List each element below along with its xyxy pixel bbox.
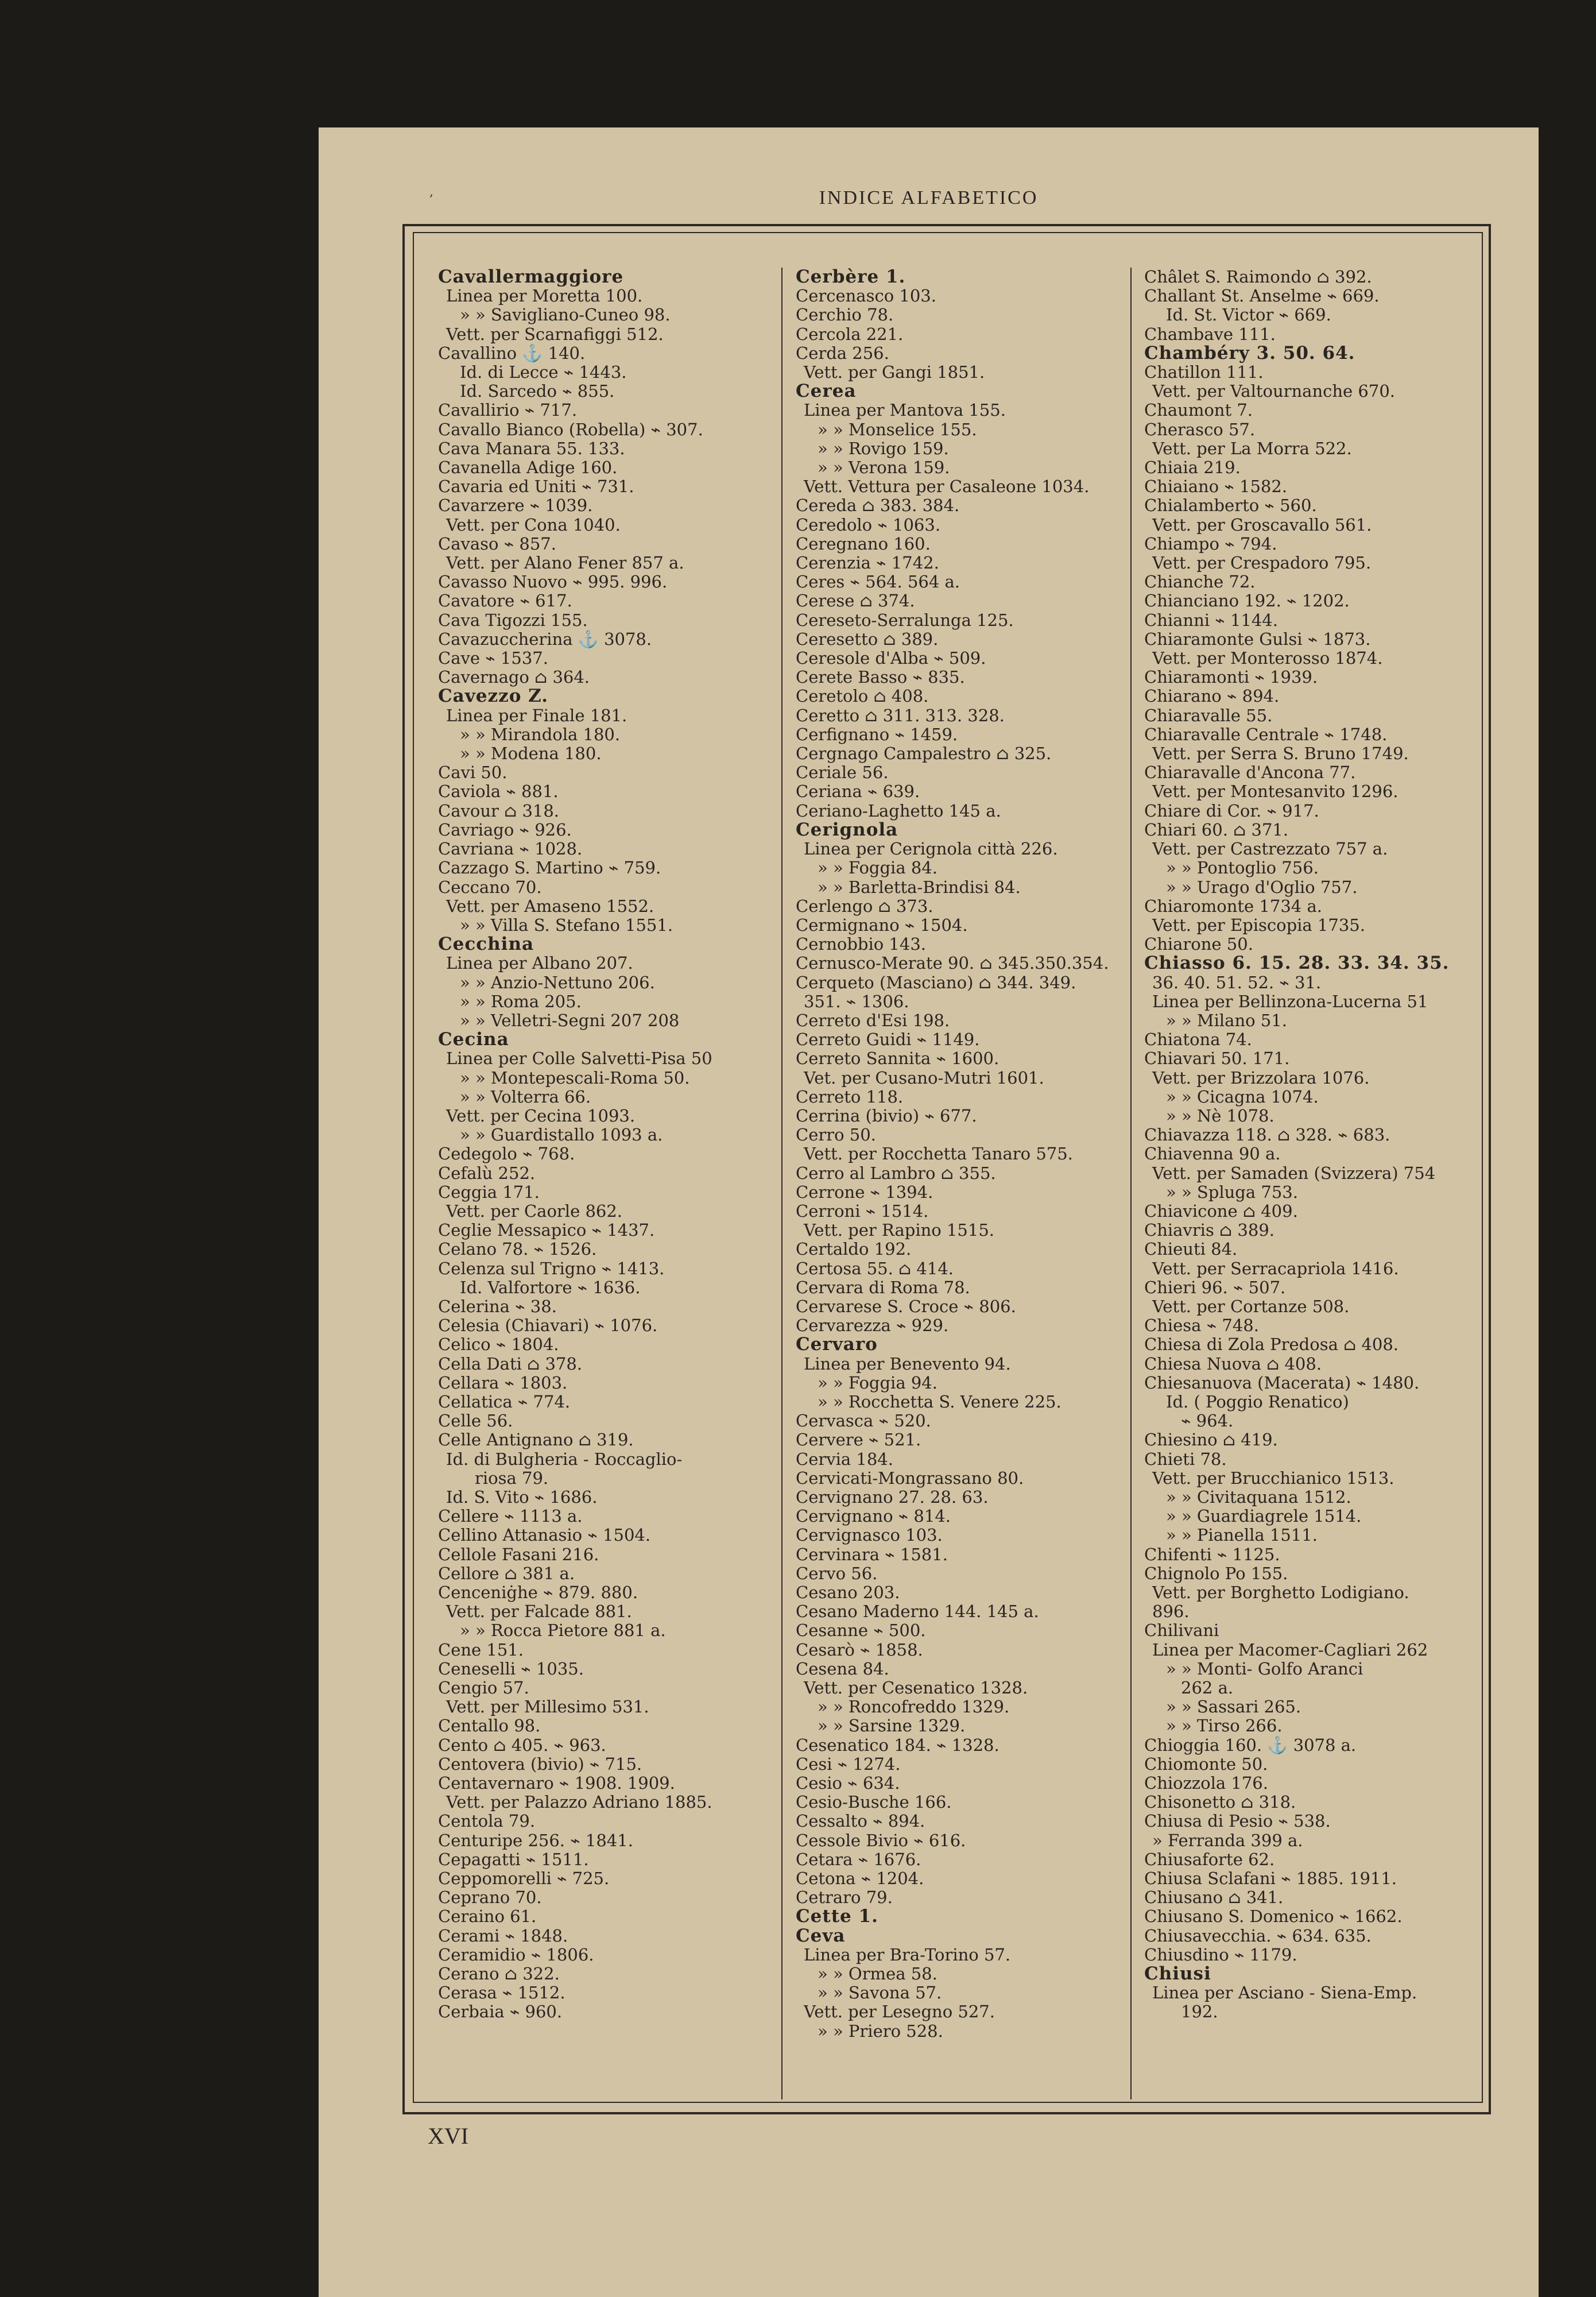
index-entry: Vett. per Rocchetta Tanaro 575. — [804, 1144, 1073, 1164]
index-entry: Vett. per Alano Fener 857 a. — [446, 553, 684, 573]
index-entry: Cesanne ⌁ 500. — [796, 1621, 926, 1641]
index-entry: Linea per Macomer-Cagliari 262 — [1152, 1639, 1428, 1660]
index-entry: Cavaso ⌁ 857. — [438, 533, 556, 554]
index-entry: Ceprano 70. — [438, 1888, 542, 1908]
index-entry: Chiesino ⌂ 419. — [1144, 1430, 1278, 1450]
index-entry: Id. ( Poggio Renatico) — [1166, 1391, 1349, 1412]
index-entry: » » Modena 180. — [460, 744, 602, 764]
index-entry: » » Spluga 753. — [1166, 1182, 1298, 1202]
index-entry: Linea per Moretta 100. — [446, 286, 643, 306]
index-entry: Chiusavecchia. ⌁ 634. 635. — [1144, 1925, 1372, 1946]
index-entry: Chifenti ⌁ 1125. — [1144, 1544, 1280, 1564]
index-heading: Cecchina — [438, 934, 534, 955]
index-entry: Cavernago ⌂ 364. — [438, 667, 590, 687]
index-entry: Cesio-Busche 166. — [796, 1792, 952, 1812]
index-entry: Cetraro 79. — [796, 1888, 893, 1908]
index-entry: Cesenatico 184. ⌁ 1328. — [796, 1735, 1000, 1755]
index-entry: Caviola ⌁ 881. — [438, 782, 559, 802]
index-entry: Vett. per Cesenatico 1328. — [804, 1678, 1028, 1698]
index-entry: Cetara ⌁ 1676. — [796, 1849, 921, 1869]
book-page — [319, 127, 1539, 2297]
index-entry: Cervo 56. — [796, 1563, 878, 1583]
index-entry: Cesano 203. — [796, 1583, 900, 1603]
index-entry: Cerrina (bivio) ⌁ 677. — [796, 1105, 977, 1126]
index-heading: Chiasso 6. 15. 28. 33. 34. 35. — [1144, 953, 1450, 974]
index-entry: Vett. per Amaseno 1552. — [446, 896, 654, 916]
index-entry: Cellara ⌁ 1803. — [438, 1372, 568, 1393]
index-entry: Cavanella Adige 160. — [438, 458, 618, 478]
index-entry: Chiusa di Pesio ⌁ 538. — [1144, 1811, 1331, 1831]
index-entry: Vett. per Borghetto Lodigiano. — [1152, 1583, 1409, 1603]
index-entry: Chiaromonte 1734 a. — [1144, 896, 1322, 916]
index-entry: Cerreto d'Esi 198. — [796, 1010, 950, 1030]
index-entry: Centuripe 256. ⌁ 1841. — [438, 1830, 633, 1850]
index-entry: Chiesa Nuova ⌂ 408. — [1144, 1354, 1322, 1374]
index-entry: Ceretolo ⌂ 408. — [796, 686, 929, 706]
index-entry: » » Civitaquana 1512. — [1166, 1487, 1351, 1507]
index-entry: Cesena 84. — [796, 1658, 889, 1679]
index-entry: Linea per Bra-Torino 57. — [804, 1944, 1011, 1965]
index-entry: Chiesa ⌁ 748. — [1144, 1316, 1259, 1336]
index-entry: Chialamberto ⌁ 560. — [1144, 496, 1317, 516]
index-entry: » » Roncofreddo 1329. — [818, 1697, 1010, 1717]
index-entry: » » Mirandola 180. — [460, 724, 621, 744]
index-entry: Chiavenna 90 a. — [1144, 1144, 1281, 1164]
page-title: INDICE ALFABETICO — [819, 187, 1039, 208]
index-entry: 351. ⌁ 1306. — [804, 991, 909, 1011]
index-entry: Chiavicone ⌂ 409. — [1144, 1201, 1298, 1221]
index-entry: Vett. per Groscavallo 561. — [1152, 515, 1372, 535]
index-entry: Linea per Cerignola città 226. — [804, 839, 1058, 859]
index-entry: Chieti 78. — [1144, 1449, 1227, 1469]
index-entry: » » Montepescali-Roma 50. — [460, 1068, 690, 1088]
index-entry: Cavazuccherina ⚓ 3078. — [438, 629, 652, 649]
index-entry: ⌁ 964. — [1181, 1411, 1234, 1431]
index-entry: » » Pontoglio 756. — [1166, 858, 1319, 878]
page-number: XVI — [428, 2123, 469, 2149]
index-entry: Chieuti 84. — [1144, 1239, 1238, 1259]
index-entry: Cerese ⌂ 374. — [796, 591, 915, 611]
index-entry: Chiaravalle d'Ancona 77. — [1144, 763, 1356, 783]
index-entry: Chilivani — [1144, 1621, 1219, 1641]
index-entry: Cenceniġhe ⌁ 879. 880. — [438, 1583, 638, 1603]
index-entry: Ceggia 171. — [438, 1182, 540, 1202]
index-entry: Vett. per Lesegno 527. — [804, 2002, 995, 2022]
index-entry: Id. Valfortore ⌁ 1636. — [460, 1277, 641, 1297]
index-entry: Certosa 55. ⌂ 414. — [796, 1258, 954, 1278]
index-entry: Ceriano-Laghetto 145 a. — [796, 801, 1001, 821]
index-entry: Cazzago S. Martino ⌁ 759. — [438, 858, 661, 878]
index-entry: Chiusaforte 62. — [1144, 1849, 1275, 1869]
index-entry: Ceredolo ⌁ 1063. — [796, 515, 941, 535]
index-heading: Chambéry 3. 50. 64. — [1144, 342, 1355, 364]
index-entry: » » Rocca Pietore 881 a. — [460, 1621, 666, 1641]
index-entry: Vett. per Cortanze 508. — [1152, 1296, 1350, 1316]
index-entry: Cavasso Nuovo ⌁ 995. 996. — [438, 572, 668, 592]
index-entry: Cerbaia ⌁ 960. — [438, 2002, 563, 2022]
index-entry: Châlet S. Raimondo ⌂ 392. — [1144, 267, 1372, 287]
index-entry: Cerlengo ⌂ 373. — [796, 896, 933, 916]
index-entry: Ceres ⌁ 564. 564 a. — [796, 572, 960, 592]
index-entry: Cervarese S. Croce ⌁ 806. — [796, 1296, 1016, 1316]
index-heading: Cavallermaggiore — [438, 266, 624, 287]
index-entry: Cermignano ⌁ 1504. — [796, 915, 968, 935]
index-entry: Cervarezza ⌁ 929. — [796, 1316, 949, 1336]
index-entry: Cava Manara 55. 133. — [438, 438, 625, 458]
index-entry: Vett. per Gangi 1851. — [804, 362, 985, 382]
index-entry: Linea per Finale 181. — [446, 705, 627, 725]
index-entry: Vett. per Caorle 862. — [446, 1201, 623, 1221]
index-entry: » » Rovigo 159. — [818, 438, 949, 458]
index-entry: Chiampo ⌁ 794. — [1144, 533, 1277, 554]
index-entry: Cavour ⌂ 318. — [438, 801, 560, 821]
index-entry: Cereseto-Serralunga 125. — [796, 610, 1014, 630]
index-entry: Cerreto 118. — [796, 1086, 904, 1107]
index-entry: » » Monti- Golfo Aranci — [1166, 1658, 1363, 1679]
index-entry: Centovera (bivio) ⌁ 715. — [438, 1754, 642, 1774]
index-entry: riosa 79. — [475, 1468, 549, 1488]
index-heading: Cecina — [438, 1029, 509, 1050]
index-entry: 36. 40. 51. 52. ⌁ 31. — [1152, 972, 1322, 992]
index-entry: Centallo 98. — [438, 1716, 541, 1736]
index-entry: Cengio 57. — [438, 1678, 529, 1698]
index-entry: Cellatica ⌁ 774. — [438, 1391, 571, 1412]
index-entry: Chianciano 192. ⌁ 1202. — [1144, 591, 1350, 611]
index-entry: » Ferranda 399 a. — [1152, 1830, 1303, 1850]
index-entry: Cavriago ⌁ 926. — [438, 819, 572, 840]
index-entry: Vett. per Monterosso 1874. — [1152, 648, 1383, 668]
index-entry: Cavallino ⚓ 140. — [438, 343, 586, 363]
index-entry: Linea per Albano 207. — [446, 953, 633, 973]
index-column-3 — [1144, 268, 1449, 2022]
index-entry: Cerchio 78. — [796, 305, 894, 325]
index-entry: Cessalto ⌁ 894. — [796, 1811, 925, 1831]
index-entry: Vett. per Samaden (Svizzera) 754 — [1152, 1163, 1436, 1183]
index-entry: » » Guardiagrele 1514. — [1166, 1506, 1362, 1526]
index-entry: Cerqueto (Masciano) ⌂ 344. 349. — [796, 972, 1076, 992]
index-entry: » » Verona 159. — [818, 458, 950, 478]
index-entry: Cavallo Bianco (Robella) ⌁ 307. — [438, 419, 703, 439]
index-entry: Cerenzia ⌁ 1742. — [796, 553, 939, 573]
index-entry: Chiavris ⌂ 389. — [1144, 1220, 1275, 1240]
index-entry: Vett. Vettura per Casaleone 1034. — [804, 477, 1090, 497]
index-entry: » » Barletta-Brindisi 84. — [818, 877, 1021, 897]
index-entry: Chiare di Cor. ⌁ 917. — [1144, 801, 1319, 821]
index-entry: Cellere ⌁ 1113 a. — [438, 1506, 583, 1526]
index-entry: Linea per Colle Salvetti-Pisa 50 — [446, 1049, 712, 1069]
index-entry: Cercenasco 103. — [796, 286, 936, 306]
index-entry: » » Rocchetta S. Venere 225. — [818, 1391, 1062, 1412]
index-entry: » » Sassari 265. — [1166, 1697, 1301, 1717]
index-entry: Celano 78. ⌁ 1526. — [438, 1239, 597, 1259]
index-entry: Cervinara ⌁ 1581. — [796, 1544, 948, 1564]
index-entry: Vett. per Falcade 881. — [446, 1602, 632, 1622]
index-entry: Chatillon 111. — [1144, 362, 1264, 382]
column-divider — [1130, 268, 1132, 2099]
index-entry: Id. S. Vito ⌁ 1686. — [446, 1487, 598, 1507]
index-entry: Cerasa ⌁ 1512. — [438, 1983, 565, 2003]
index-entry: Vett. per Castrezzato 757 a. — [1152, 839, 1388, 859]
index-entry: Vett. per La Morra 522. — [1152, 438, 1352, 458]
index-entry: Chiusano ⌂ 341. — [1144, 1888, 1284, 1908]
index-entry: Linea per Bellinzona-Lucerna 51 — [1152, 991, 1428, 1011]
index-entry: Cernobbio 143. — [796, 934, 927, 954]
index-entry: Cefalù 252. — [438, 1163, 536, 1183]
index-entry: Vett. per Cona 1040. — [446, 515, 621, 535]
index-entry: Cave ⌁ 1537. — [438, 648, 548, 668]
index-entry: Ceccano 70. — [438, 877, 542, 897]
index-entry: Cellore ⌂ 381 a. — [438, 1563, 575, 1583]
index-entry: Chiaramonti ⌁ 1939. — [1144, 667, 1318, 687]
index-entry: Cerro 50. — [796, 1125, 876, 1145]
index-entry: Cervere ⌁ 521. — [796, 1430, 921, 1450]
index-entry: Vett. per Valtournanche 670. — [1152, 381, 1396, 401]
index-entry: Chiari 60. ⌂ 371. — [1144, 819, 1289, 840]
index-entry: Centavernaro ⌁ 1908. 1909. — [438, 1773, 675, 1793]
index-heading: Cerignola — [796, 819, 898, 840]
index-entry: Cesarò ⌁ 1858. — [796, 1639, 923, 1660]
index-entry: Celle 56. — [438, 1411, 513, 1431]
index-entry: Chioggia 160. ⚓ 3078 a. — [1144, 1735, 1357, 1755]
index-entry: Chiusano S. Domenico ⌁ 1662. — [1144, 1907, 1403, 1927]
index-entry: Cavallirio ⌁ 717. — [438, 400, 578, 420]
index-entry: Celle Antignano ⌂ 319. — [438, 1430, 634, 1450]
index-column-1 — [438, 268, 712, 2022]
index-entry: Vett. per Serracapriola 1416. — [1152, 1258, 1399, 1278]
index-entry: Ceresetto ⌂ 389. — [796, 629, 939, 649]
index-entry: Cessole Bivio ⌁ 616. — [796, 1830, 966, 1850]
index-entry: Cedegolo ⌁ 768. — [438, 1144, 575, 1164]
index-entry: » » Roma 205. — [460, 991, 582, 1011]
index-entry: Ceretto ⌂ 311. 313. 328. — [796, 705, 1005, 725]
index-entry: Chiesanuova (Macerata) ⌁ 1480. — [1144, 1372, 1420, 1393]
index-column-2 — [796, 268, 1109, 2041]
index-entry: Chaumont 7. — [1144, 400, 1253, 420]
index-entry: » » Pianella 1511. — [1166, 1525, 1318, 1545]
index-entry: Chiaravalle Centrale ⌁ 1748. — [1144, 724, 1388, 744]
index-entry: Chisonetto ⌂ 318. — [1144, 1792, 1296, 1812]
index-entry: Vett. per Rapino 1515. — [804, 1220, 994, 1240]
index-entry: Vett. per Palazzo Adriano 1885. — [446, 1792, 712, 1812]
index-entry: Linea per Benevento 94. — [804, 1354, 1011, 1374]
index-entry: » » Monselice 155. — [818, 419, 977, 439]
index-entry: Cavatore ⌁ 617. — [438, 591, 572, 611]
index-entry: Cento ⌂ 405. ⌁ 963. — [438, 1735, 606, 1755]
index-entry: Cavriana ⌁ 1028. — [438, 839, 583, 859]
index-entry: Chiaramonte Gulsi ⌁ 1873. — [1144, 629, 1371, 649]
index-entry: Chianni ⌁ 1144. — [1144, 610, 1278, 630]
index-entry: Cervia 184. — [796, 1449, 893, 1469]
index-entry: Linea per Mantova 155. — [804, 400, 1006, 420]
index-entry: » » Foggia 84. — [818, 858, 938, 878]
index-entry: Cerreto Sannita ⌁ 1600. — [796, 1049, 1000, 1069]
index-entry: Ceraino 61. — [438, 1907, 537, 1927]
index-entry: Chiaia 219. — [1144, 458, 1241, 478]
index-entry: 262 a. — [1181, 1678, 1234, 1698]
index-entry: Vett. per Episcopia 1735. — [1152, 915, 1365, 935]
index-entry: Ceglie Messapico ⌁ 1437. — [438, 1220, 655, 1240]
index-entry: » » Villa S. Stefano 1551. — [460, 915, 673, 935]
index-entry: Cergnago Campalestro ⌂ 325. — [796, 744, 1052, 764]
index-entry: Challant St. Anselme ⌁ 669. — [1144, 286, 1380, 306]
index-entry: Cernusco-Merate 90. ⌂ 345.350.354. — [796, 953, 1109, 973]
index-entry: Ceregnano 160. — [796, 533, 931, 554]
index-entry: Chiarone 50. — [1144, 934, 1253, 954]
index-entry: Cerrone ⌁ 1394. — [796, 1182, 933, 1202]
index-entry: Ceresole d'Alba ⌁ 509. — [796, 648, 986, 668]
margin-mark: , — [429, 185, 433, 199]
index-heading: Chiusi — [1144, 1963, 1211, 1985]
index-entry: Celenza sul Trigno ⌁ 1413. — [438, 1258, 665, 1278]
index-entry: Cervara di Roma 78. — [796, 1277, 970, 1297]
index-entry: Chiusdino ⌁ 1179. — [1144, 1944, 1297, 1965]
index-heading: Cavezzo Z. — [438, 686, 549, 707]
index-heading: Cerbère 1. — [796, 266, 906, 287]
index-entry: Ceramidio ⌁ 1806. — [438, 1944, 594, 1965]
index-entry: » » Savona 57. — [818, 1983, 942, 2003]
index-entry: Cerami ⌁ 1848. — [438, 1925, 568, 1946]
index-entry: » » Milano 51. — [1166, 1010, 1287, 1030]
index-entry: Vett. per Millesimo 531. — [446, 1697, 649, 1717]
index-entry: » » Tirso 266. — [1166, 1716, 1283, 1736]
index-entry: Vett. per Brucchianico 1513. — [1152, 1468, 1394, 1488]
index-entry: Cellole Fasani 216. — [438, 1544, 599, 1564]
index-entry: Cervicati-Mongrassano 80. — [796, 1468, 1024, 1488]
index-entry: Chiatona 74. — [1144, 1030, 1252, 1050]
index-entry: Cerda 256. — [796, 343, 889, 363]
index-entry: Id. St. Victor ⌁ 669. — [1166, 305, 1331, 325]
index-entry: Vett. per Cecina 1093. — [446, 1105, 636, 1126]
index-entry: Vett. per Scarnafiggi 512. — [446, 324, 664, 344]
index-entry: » » Ormea 58. — [818, 1964, 938, 1984]
index-entry: Chiomonte 50. — [1144, 1754, 1268, 1774]
index-entry: Id. di Bulgheria - Roccaglio- — [446, 1449, 683, 1469]
index-entry: » » Guardistallo 1093 a. — [460, 1125, 663, 1145]
index-entry: 192. — [1181, 2002, 1218, 2022]
index-entry: Chianche 72. — [1144, 572, 1256, 592]
index-entry: Cellino Attanasio ⌁ 1504. — [438, 1525, 651, 1545]
index-entry: » » Priero 528. — [818, 2021, 943, 2041]
index-entry: Cesano Maderno 144. 145 a. — [796, 1602, 1039, 1622]
index-entry: Id. Sarcedo ⌁ 855. — [460, 381, 615, 401]
index-entry: Cerroni ⌁ 1514. — [796, 1201, 929, 1221]
index-entry: » » Velletri-Segni 207 208 — [460, 1010, 680, 1030]
index-entry: Chambave 111. — [1144, 324, 1276, 344]
index-entry: Linea per Asciano - Siena-Emp. — [1152, 1983, 1417, 2003]
index-entry: Cella Dati ⌂ 378. — [438, 1354, 583, 1374]
index-entry: Ceriale 56. — [796, 763, 889, 783]
index-entry: Cepagatti ⌁ 1511. — [438, 1849, 589, 1869]
index-entry: Chiozzola 176. — [1144, 1773, 1268, 1793]
index-entry: Celesia (Chiavari) ⌁ 1076. — [438, 1316, 658, 1336]
index-entry: Cervasca ⌁ 520. — [796, 1411, 931, 1431]
index-entry: Cene 151. — [438, 1639, 524, 1660]
index-entry: » » Sarsine 1329. — [818, 1716, 966, 1736]
index-entry: Cereda ⌂ 383. 384. — [796, 496, 960, 516]
index-entry: » » Anzio-Nettuno 206. — [460, 972, 655, 992]
index-entry: Cerro al Lambro ⌂ 355. — [796, 1163, 996, 1183]
index-entry: Cervignasco 103. — [796, 1525, 943, 1545]
index-entry: Cherasco 57. — [1144, 419, 1256, 439]
index-entry: Chiaiano ⌁ 1582. — [1144, 477, 1288, 497]
index-entry: Centola 79. — [438, 1811, 536, 1831]
index-entry: » » Volterra 66. — [460, 1086, 591, 1107]
index-entry: Ceneselli ⌁ 1035. — [438, 1658, 584, 1679]
index-heading: Cervaro — [796, 1334, 878, 1355]
index-entry: » » Cicagna 1074. — [1166, 1086, 1319, 1107]
index-entry: Cerfignano ⌁ 1459. — [796, 724, 958, 744]
index-entry: Cetona ⌁ 1204. — [796, 1869, 924, 1889]
index-entry: Cerano ⌂ 322. — [438, 1964, 560, 1984]
index-entry: » » Foggia 94. — [818, 1372, 938, 1393]
index-entry: Vett. per Serra S. Bruno 1749. — [1152, 744, 1409, 764]
index-entry: Vett. per Brizzolara 1076. — [1152, 1068, 1370, 1088]
index-entry: Vet. per Cusano-Mutri 1601. — [804, 1068, 1044, 1088]
index-entry: Cerreto Guidi ⌁ 1149. — [796, 1030, 980, 1050]
index-entry: Chieri 96. ⌁ 507. — [1144, 1277, 1286, 1297]
index-entry: Cavi 50. — [438, 763, 508, 783]
index-entry: Chignolo Po 155. — [1144, 1563, 1288, 1583]
index-entry: Chiavazza 118. ⌂ 328. ⌁ 683. — [1144, 1125, 1390, 1145]
index-entry: Cavarzere ⌁ 1039. — [438, 496, 593, 516]
index-entry: 896. — [1152, 1602, 1190, 1622]
index-entry: Cavaria ed Uniti ⌁ 731. — [438, 477, 634, 497]
index-entry: Certaldo 192. — [796, 1239, 912, 1259]
index-entry: Vett. per Montesanvito 1296. — [1152, 782, 1399, 802]
index-entry: Chiarano ⌁ 894. — [1144, 686, 1280, 706]
index-heading: Ceva — [796, 1925, 846, 1946]
index-entry: » » Urago d'Oglio 757. — [1166, 877, 1358, 897]
index-entry: Chiesa di Zola Predosa ⌂ 408. — [1144, 1335, 1399, 1355]
index-heading: Cette 1. — [796, 1906, 878, 1927]
column-divider — [781, 268, 782, 2099]
index-entry: Cesi ⌁ 1274. — [796, 1754, 901, 1774]
index-entry: Celico ⌁ 1804. — [438, 1335, 559, 1355]
index-entry: Cesio ⌁ 634. — [796, 1773, 900, 1793]
index-entry: Chiaravalle 55. — [1144, 705, 1273, 725]
index-entry: Cerete Basso ⌁ 835. — [796, 667, 965, 687]
index-entry: Cervignano 27. 28. 63. — [796, 1487, 989, 1507]
index-entry: » » Savigliano-Cuneo 98. — [460, 305, 671, 325]
index-entry: Chiusa Sclafani ⌁ 1885. 1911. — [1144, 1869, 1397, 1889]
index-entry: Ceriana ⌁ 639. — [796, 782, 920, 802]
index-entry: Cava Tigozzi 155. — [438, 610, 588, 630]
index-entry: Ceppomorelli ⌁ 725. — [438, 1869, 610, 1889]
index-entry: Chiavari 50. 171. — [1144, 1049, 1290, 1069]
index-entry: Vett. per Crespadoro 795. — [1152, 553, 1372, 573]
index-entry: Cercola 221. — [796, 324, 904, 344]
index-entry: Cervignano ⌁ 814. — [796, 1506, 951, 1526]
index-entry: » » Nè 1078. — [1166, 1105, 1275, 1126]
index-entry: Id. di Lecce ⌁ 1443. — [460, 362, 627, 382]
index-heading: Cerea — [796, 381, 857, 402]
index-entry: Celerina ⌁ 38. — [438, 1296, 557, 1316]
